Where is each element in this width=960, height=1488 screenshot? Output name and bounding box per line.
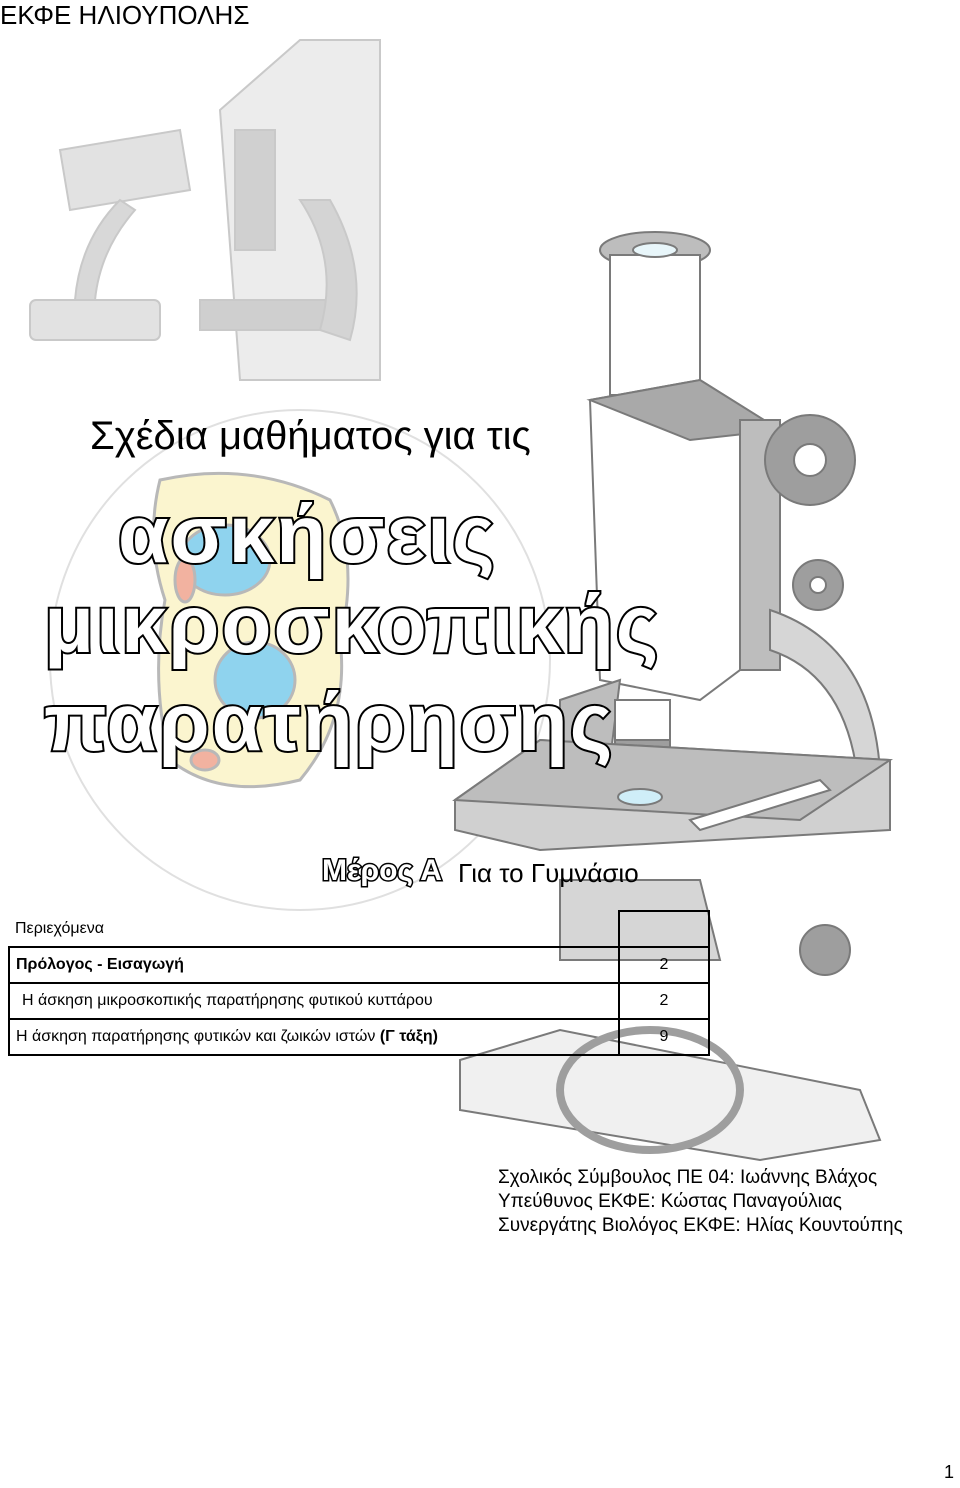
toc-row-label-text: Η άσκηση παρατήρησης φυτικών και ζωικών ιστών bbox=[16, 1028, 380, 1045]
cover-title-line-3: παρατήρησης bbox=[44, 677, 615, 768]
credit-line: Υπεύθυνος ΕΚΦΕ: Κώστας Παναγούλιας bbox=[498, 1191, 842, 1212]
credit-line: Συνεργάτης Βιολόγος ΕΚΦΕ: Ηλίας Κουντούπης bbox=[498, 1215, 903, 1236]
credits-block bbox=[498, 1166, 903, 1238]
page-number: 1 bbox=[943, 1462, 954, 1482]
header-title: ΕΚΦΕ ΗΛΙΟΥΠΟΛΗΣ bbox=[0, 0, 250, 30]
toc-heading-row bbox=[9, 911, 709, 947]
toc-heading: Περιεχόμενα bbox=[9, 911, 619, 947]
credit-line: Σχολικός Σύμβουλος ΠΕ 04: Ιωάννης Βλάχος bbox=[498, 1167, 878, 1188]
table-row bbox=[9, 947, 709, 983]
toc-row-label-grade: (Γ τάξη) bbox=[379, 1028, 438, 1045]
part-description: Για το Γυμνάσιο bbox=[458, 858, 639, 888]
table-of-contents bbox=[8, 910, 710, 1056]
table-row bbox=[9, 1019, 709, 1055]
toc-row-label: Η άσκηση μικροσκοπικής παρατήρησης φυτικού κυττάρου bbox=[9, 983, 619, 1019]
cover-title-line-2: μικροσκοπικής bbox=[44, 579, 661, 670]
toc-row-label: Πρόλογος - Εισαγωγή bbox=[9, 947, 619, 983]
cover-title-line-1: ασκήσεις bbox=[118, 489, 497, 580]
cover-subtitle: Σχέδια μαθήματος για τις bbox=[90, 414, 531, 458]
toc-row-page: 2 bbox=[619, 947, 709, 983]
toc-row-page: 9 bbox=[619, 1019, 709, 1055]
table-row bbox=[9, 983, 709, 1019]
toc-heading-page bbox=[619, 911, 709, 947]
lab-scene-illustration bbox=[30, 40, 380, 380]
part-label: Μέρος Α bbox=[322, 854, 442, 887]
toc-row-label bbox=[9, 1019, 619, 1055]
toc-row-page: 2 bbox=[619, 983, 709, 1019]
